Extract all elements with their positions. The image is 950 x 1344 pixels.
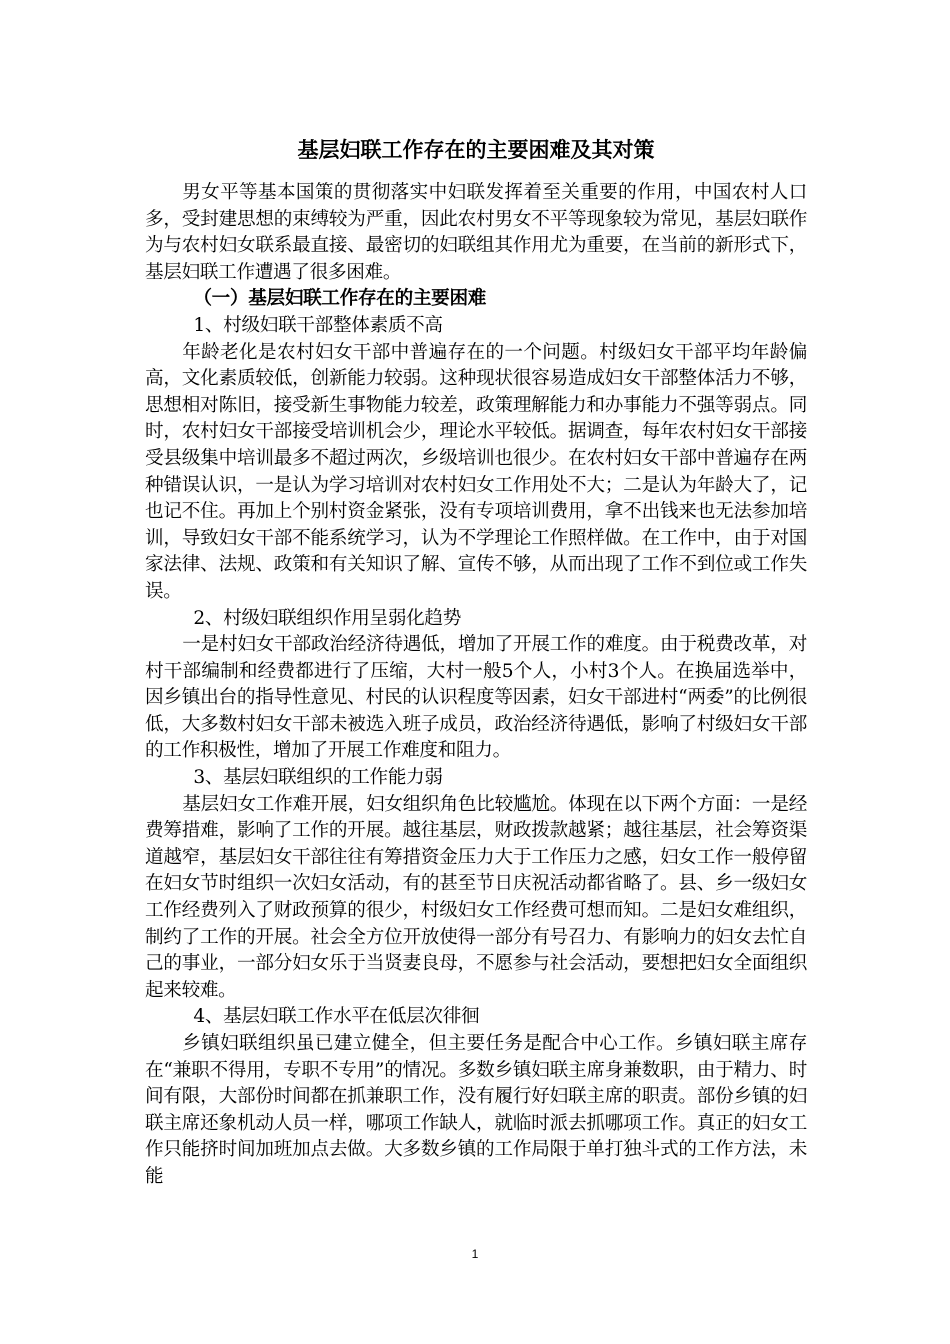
document-title: 基层妇联工作存在的主要困难及其对策	[297, 137, 655, 162]
paragraph-4: 乡镇妇联组织虽已建立健全，但主要任务是配合中心工作。乡镇妇联主席存在“兼职不得用，专职不专用”的情况。多数乡镇妇联主席身兼数职，由于精力、时间有限，大部份时间都在抓兼职工作，没有履行好妇联主席的职责。部份乡镇的妇联主席还象机动人员一样，哪项工作缺人，就临时派去抓哪项工作。真正的妇女工作只能挤时间加班加点去做。大多数乡镇的工作局限于单打独斗式的工作方法，未能	[145, 1033, 807, 1187]
paragraph-2: 一是村妇女干部政治经济待遇低，增加了开展工作的难度。由于税费改革，对村干部编制和经费都进行了压缩，大村一般5个人，小村3个人。在换届选举中，因乡镇出台的指导性意见、村民的认识程度等因素，妇女干部进村“两委”的比例很低，大多数村妇女干部未被选入班子成员，政治经济待遇低，影响了村级妇女干部的工作积极性，增加了开展工作难度和阻力。	[145, 634, 807, 762]
document-body	[145, 134, 807, 1191]
subheading-4: 4、基层妇联工作水平在低层次徘徊	[193, 1006, 480, 1028]
subheading-2: 2、村级妇联组织作用呈弱化趋势	[193, 607, 462, 629]
page-number: 1	[471, 1247, 479, 1261]
subheading-1: 1、村级妇联干部整体素质不高	[193, 314, 443, 336]
subheading-3: 3、基层妇联组织的工作能力弱	[193, 767, 443, 789]
paragraph-3: 基层妇女工作难开展，妇女组织角色比较尴尬。体现在以下两个方面：一是经费筹措难，影响了工作的开展。越往基层，财政拨款越紧；越往基层，社会筹资渠道越窄，基层妇女干部往往有筹措资金压力大于工作压力之感，妇女工作一般停留在妇女节时组织一次妇女活动，有的甚至节日庆祝活动都省略了。县、乡一级妇女工作经费列入了财政预算的很少，村级妇女工作经费可想而知。二是妇女难组织，制约了工作的开展。社会全方位开放使得一部分有号召力、有影响力的妇女去忙自己的事业，一部分妇女乐于当贤妻良母，不愿参与社会活动，要想把妇女全面组织起来较难。	[145, 793, 807, 1001]
section-heading: （一）基层妇联工作存在的主要困难	[193, 288, 487, 310]
paragraph-1: 年龄老化是农村妇女干部中普遍存在的一个问题。村级妇女干部平均年龄偏高，文化素质较低，创新能力较弱。这种现状很容易造成妇女干部整体活力不够，思想相对陈旧，接受新生事物能力较差，政策理解能力和办事能力不强等弱点。同时，农村妇女干部接受培训机会少，理论水平较低。据调查，每年农村妇女干部接受县级集中培训最多不超过两次，乡级培训也很少。在农村妇女干部中普遍存在两种错误认识，一是认为学习培训对农村妇女工作用处不大；二是认为年龄大了，记也记不住。再加上个别村资金紧张，没有专项培训费用，拿不出钱来也无法参加培训，导致妇女干部不能系统学习，认为不学理论工作照样做。在工作中，由于对国家法律、法规、政策和有关知识了解、宣传不够，从而出现了工作不到位或工作失误。	[145, 341, 807, 602]
intro-paragraph: 男女平等基本国策的贯彻落实中妇联发挥着至关重要的作用，中国农村人口多，受封建思想的束缚较为严重，因此农村男女不平等现象较为常见，基层妇联作为与农村妇女联系最直接、最密切的妇联组其作用尤为重要，在当前的新形式下，基层妇联工作遭遇了很多困难。	[145, 182, 807, 283]
